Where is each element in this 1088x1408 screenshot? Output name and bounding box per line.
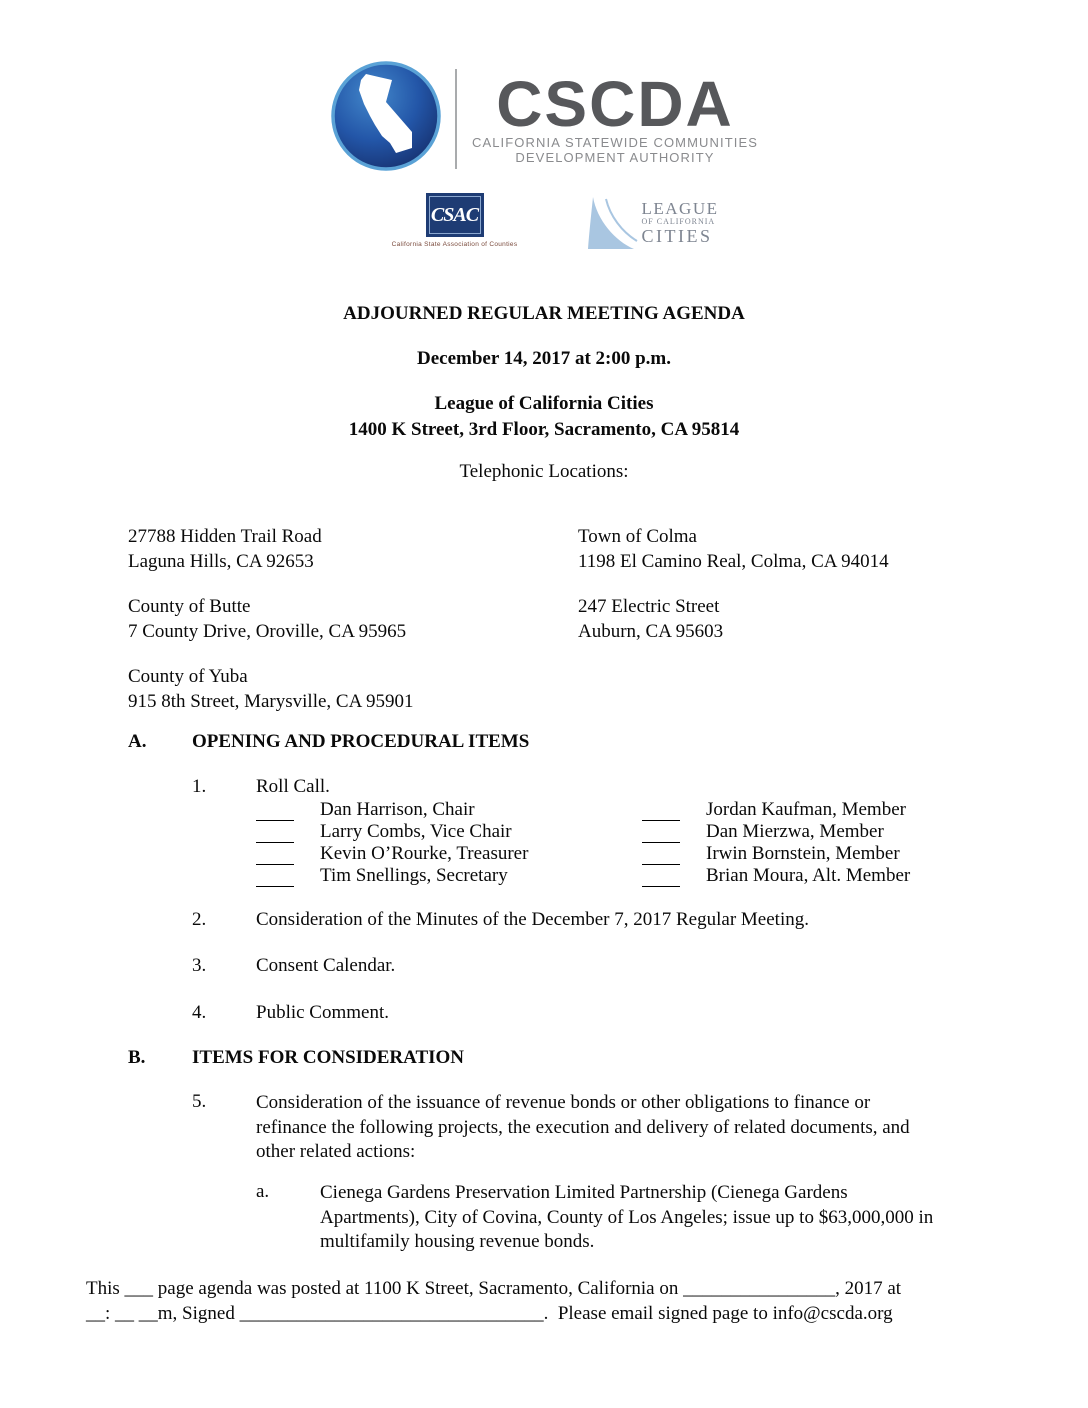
league-swoosh-icon — [586, 193, 638, 257]
roll-call-blank-line — [256, 824, 294, 843]
location-line: County of Butte — [128, 596, 251, 617]
agenda-item-1 — [192, 776, 330, 798]
meeting-datetime: December 14, 2017 at 2:00 p.m. — [417, 348, 671, 369]
item-3-number: 3. — [192, 955, 207, 976]
roll-call-name: Irwin Bornstein, Member — [706, 843, 900, 864]
section-a-heading — [128, 731, 529, 753]
section-b-title: ITEMS FOR CONSIDERATION — [192, 1047, 465, 1068]
item-4-number: 4. — [192, 1002, 207, 1023]
roll-call-row — [128, 843, 1088, 865]
csac-caption: California State Association of Counties — [391, 241, 518, 248]
roll-call-name: Brian Moura, Alt. Member — [706, 865, 911, 886]
posting-notice — [86, 1277, 1010, 1326]
item-5-text-line: Consideration of the issuance of revenue bonds or other obligations to finance or — [256, 1092, 871, 1113]
section-b-heading — [128, 1047, 464, 1069]
item-3-text: Consent Calendar. — [256, 955, 396, 976]
league-line-2: OF CALIFORNIA — [641, 217, 716, 226]
location-item — [128, 664, 578, 714]
item-1-number: 1. — [192, 776, 207, 797]
location-line: 1198 El Camino Real, Colma, CA 94014 — [578, 551, 889, 572]
location-line: Auburn, CA 95603 — [578, 621, 724, 642]
telephonic-locations-list — [128, 524, 1048, 714]
subitem-5a-text — [320, 1181, 965, 1255]
csac-logo-icon — [426, 193, 484, 237]
roll-call-blank-line — [642, 802, 680, 821]
partner-logos — [0, 193, 1088, 257]
logo-subtitle-2: DEVELOPMENT AUTHORITY — [515, 150, 715, 165]
roll-call-name: Tim Snellings, Secretary — [320, 865, 508, 886]
agenda-item-3 — [192, 955, 395, 977]
roll-call-name: Jordan Kaufman, Member — [706, 799, 906, 820]
roll-call-blank-line — [642, 868, 680, 887]
venue-name: League of California Cities — [434, 393, 654, 414]
item-5-text — [256, 1091, 956, 1165]
subitem-5a-letter: a. — [256, 1181, 270, 1202]
roll-call-blank-line — [642, 846, 680, 865]
item-5-text-line: other related actions: — [256, 1141, 416, 1162]
roll-call-row — [128, 799, 1088, 821]
roll-call-name: Larry Combs, Vice Chair — [320, 821, 512, 842]
subitem-5a-text-line: Apartments), City of Covina, County of Los Angeles; issue up to $63,000,000 in — [320, 1206, 934, 1228]
csac-logo — [370, 193, 540, 248]
league-logo — [586, 193, 719, 257]
logo-acronym: CSCDA — [496, 68, 734, 140]
agenda-item-4 — [192, 1002, 389, 1024]
location-line: 27788 Hidden Trail Road — [128, 526, 322, 547]
location-line: 7 County Drive, Oroville, CA 95965 — [128, 621, 407, 642]
league-line-1: LEAGUE — [641, 199, 719, 218]
location-item — [578, 594, 1048, 644]
location-line: 247 Electric Street — [578, 596, 720, 617]
league-line-3: CITIES — [641, 226, 713, 246]
roll-call-blank-line — [256, 868, 294, 887]
subitem-5a-text-line: Cienega Gardens Preservation Limited Partnership (Cienega Gardens — [320, 1182, 848, 1203]
section-b-label: B. — [128, 1047, 146, 1068]
posting-notice-line-1: This ___ page agenda was posted at 1100 K Street, Sacramento, California on ________________, 2017 at — [86, 1278, 902, 1299]
section-a-label: A. — [128, 731, 147, 752]
location-line: 915 8th Street, Marysville, CA 95901 — [128, 691, 414, 712]
venue-address: 1400 K Street, 3rd Floor, Sacramento, CA 95814 — [348, 419, 740, 440]
location-item — [128, 524, 578, 574]
csac-acronym: CSAC — [430, 203, 479, 226]
logo-divider — [455, 69, 457, 169]
document-title: ADJOURNED REGULAR MEETING AGENDA — [343, 303, 745, 324]
roll-call-blank-line — [256, 846, 294, 865]
california-globe-icon — [330, 60, 442, 178]
logo-subtitle-1: CALIFORNIA STATEWIDE COMMUNITIES — [471, 135, 759, 150]
section-a-title: OPENING AND PROCEDURAL ITEMS — [192, 731, 530, 752]
subitem-5a-text-line: multifamily housing revenue bonds. — [320, 1231, 595, 1252]
posting-notice-line-2: __: __ __m, Signed ________________________________. Please email signed page to info@cscda.org — [86, 1302, 893, 1324]
item-5-text-line: refinance the following projects, the execution and delivery of related documents, and — [256, 1116, 910, 1138]
meeting-venue — [0, 391, 1088, 443]
telephonic-locations-label: Telephonic Locations: — [459, 461, 629, 482]
roll-call-blank-line — [256, 802, 294, 821]
location-line: Laguna Hills, CA 92653 — [128, 551, 314, 572]
agenda-item-5 — [192, 1091, 956, 1165]
roll-call-name: Dan Mierzwa, Member — [706, 821, 884, 842]
location-line: Town of Colma — [578, 526, 697, 547]
roll-call-row — [128, 865, 1088, 887]
item-2-text: Consideration of the Minutes of the December 7, 2017 Regular Meeting. — [256, 909, 809, 930]
cscda-logo — [0, 60, 1088, 178]
agenda-item-2 — [192, 909, 809, 931]
item-1-text: Roll Call. — [256, 776, 330, 797]
agenda-subitem-5a — [256, 1181, 965, 1255]
location-item — [128, 594, 578, 644]
item-4-text: Public Comment. — [256, 1002, 389, 1023]
roll-call-row — [128, 821, 1088, 843]
location-line: County of Yuba — [128, 666, 248, 687]
item-5-number: 5. — [192, 1091, 207, 1112]
roll-call-blank-line — [642, 824, 680, 843]
location-item — [578, 524, 1048, 574]
item-2-number: 2. — [192, 909, 207, 930]
roll-call-name: Kevin O’Rourke, Treasurer — [320, 843, 529, 864]
roll-call-name: Dan Harrison, Chair — [320, 799, 475, 820]
roll-call-list — [128, 799, 1088, 887]
